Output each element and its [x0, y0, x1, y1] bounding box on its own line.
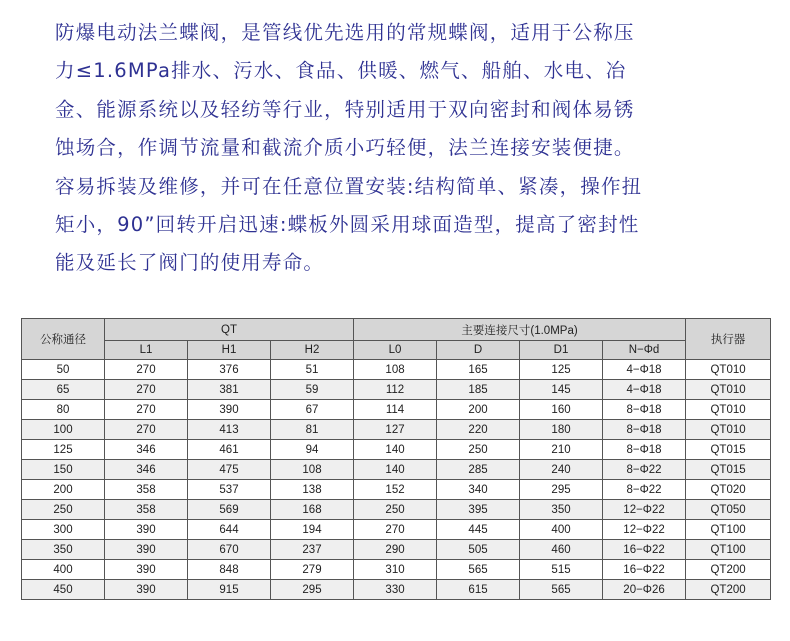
cell-h1: 644 [188, 520, 271, 540]
cell-nominal: 450 [22, 580, 105, 600]
cell-n-phi-d: 20−Φ26 [603, 580, 686, 600]
cell-h2: 59 [271, 380, 354, 400]
header-nominal: 公称通径 [22, 319, 105, 360]
cell-nominal: 400 [22, 560, 105, 580]
cell-n-phi-d: 8−Φ18 [603, 440, 686, 460]
cell-d1: 210 [520, 440, 603, 460]
cell-actuator: QT200 [686, 580, 771, 600]
cell-h1: 381 [188, 380, 271, 400]
header-h2: H2 [271, 341, 354, 360]
cell-h2: 81 [271, 420, 354, 440]
cell-n-phi-d: 4−Φ18 [603, 360, 686, 380]
cell-l0: 112 [354, 380, 437, 400]
cell-d1: 460 [520, 540, 603, 560]
cell-h2: 295 [271, 580, 354, 600]
table-row [22, 520, 771, 540]
cell-l0: 152 [354, 480, 437, 500]
cell-n-phi-d: 8−Φ22 [603, 480, 686, 500]
cell-d1: 565 [520, 580, 603, 600]
cell-l1: 358 [105, 500, 188, 520]
cell-d: 220 [437, 420, 520, 440]
header-row [22, 319, 771, 341]
table-row [22, 440, 771, 460]
cell-h1: 670 [188, 540, 271, 560]
table-row [22, 500, 771, 520]
table-row [22, 560, 771, 580]
cell-n-phi-d: 8−Φ18 [603, 420, 686, 440]
cell-h1: 915 [188, 580, 271, 600]
cell-nominal: 50 [22, 360, 105, 380]
cell-nominal: 250 [22, 500, 105, 520]
cell-l0: 140 [354, 440, 437, 460]
cell-actuator: QT015 [686, 440, 771, 460]
cell-d: 445 [437, 520, 520, 540]
table-row [22, 420, 771, 440]
cell-actuator: QT020 [686, 480, 771, 500]
cell-d: 185 [437, 380, 520, 400]
cell-l1: 390 [105, 540, 188, 560]
table-row [22, 400, 771, 420]
cell-nominal: 100 [22, 420, 105, 440]
cell-h2: 237 [271, 540, 354, 560]
table-row [22, 360, 771, 380]
cell-n-phi-d: 8−Φ22 [603, 460, 686, 480]
cell-d: 340 [437, 480, 520, 500]
subheader-row [22, 341, 771, 360]
cell-nominal: 200 [22, 480, 105, 500]
header-l0: L0 [354, 341, 437, 360]
cell-d1: 240 [520, 460, 603, 480]
cell-actuator: QT010 [686, 420, 771, 440]
cell-h2: 67 [271, 400, 354, 420]
cell-d: 505 [437, 540, 520, 560]
cell-h1: 390 [188, 400, 271, 420]
description-line: 矩小，90”回转开启迅速:蝶板外圆采用球面造型，提高了密封性 [55, 213, 640, 237]
cell-actuator: QT200 [686, 560, 771, 580]
cell-l1: 390 [105, 520, 188, 540]
cell-nominal: 300 [22, 520, 105, 540]
description-line: 防爆电动法兰蝶阀，是管线优先选用的常规蝶阀，适用于公称压 [55, 21, 635, 44]
cell-l1: 270 [105, 380, 188, 400]
header-d: D [437, 341, 520, 360]
cell-l1: 346 [105, 460, 188, 480]
cell-d1: 125 [520, 360, 603, 380]
cell-l0: 127 [354, 420, 437, 440]
cell-h1: 848 [188, 560, 271, 580]
table-row [22, 540, 771, 560]
cell-actuator: QT010 [686, 400, 771, 420]
cell-actuator: QT010 [686, 380, 771, 400]
cell-d: 250 [437, 440, 520, 460]
description-line: 能及延长了阀门的使用寿命。 [55, 251, 325, 275]
header-actuator: 执行器 [686, 319, 771, 360]
cell-nominal: 350 [22, 540, 105, 560]
product-description [55, 14, 755, 283]
cell-h2: 194 [271, 520, 354, 540]
cell-h2: 279 [271, 560, 354, 580]
header-h1: H1 [188, 341, 271, 360]
cell-nominal: 125 [22, 440, 105, 460]
header-l1: L1 [105, 341, 188, 360]
cell-d: 395 [437, 500, 520, 520]
cell-l0: 108 [354, 360, 437, 380]
cell-d: 200 [437, 400, 520, 420]
table-row [22, 580, 771, 600]
table-row [22, 460, 771, 480]
cell-l1: 270 [105, 400, 188, 420]
table-body [22, 360, 771, 600]
cell-nominal: 150 [22, 460, 105, 480]
header-connection: 主要连接尺寸(1.0MPa) [354, 319, 686, 341]
cell-h2: 51 [271, 360, 354, 380]
cell-d1: 145 [520, 380, 603, 400]
cell-l1: 270 [105, 420, 188, 440]
cell-n-phi-d: 4−Φ18 [603, 380, 686, 400]
cell-d: 165 [437, 360, 520, 380]
cell-h1: 475 [188, 460, 271, 480]
cell-d1: 350 [520, 500, 603, 520]
cell-d: 565 [437, 560, 520, 580]
cell-n-phi-d: 16−Φ22 [603, 540, 686, 560]
table-row [22, 380, 771, 400]
cell-l0: 290 [354, 540, 437, 560]
cell-h1: 569 [188, 500, 271, 520]
cell-l0: 250 [354, 500, 437, 520]
cell-n-phi-d: 12−Φ22 [603, 520, 686, 540]
cell-h1: 537 [188, 480, 271, 500]
cell-n-phi-d: 12−Φ22 [603, 500, 686, 520]
cell-nominal: 65 [22, 380, 105, 400]
cell-actuator: QT050 [686, 500, 771, 520]
header-qt: QT [105, 319, 354, 341]
cell-d1: 160 [520, 400, 603, 420]
header-d1: D1 [520, 341, 603, 360]
cell-l0: 114 [354, 400, 437, 420]
cell-d: 615 [437, 580, 520, 600]
cell-l0: 270 [354, 520, 437, 540]
cell-d1: 400 [520, 520, 603, 540]
cell-h1: 413 [188, 420, 271, 440]
cell-l1: 346 [105, 440, 188, 460]
cell-h2: 108 [271, 460, 354, 480]
header-n-phi-d: N−Φd [603, 341, 686, 360]
cell-d1: 515 [520, 560, 603, 580]
spec-table [21, 318, 771, 600]
cell-actuator: QT100 [686, 520, 771, 540]
cell-actuator: QT100 [686, 540, 771, 560]
cell-actuator: QT015 [686, 460, 771, 480]
cell-l0: 140 [354, 460, 437, 480]
cell-h1: 461 [188, 440, 271, 460]
cell-l1: 390 [105, 580, 188, 600]
cell-n-phi-d: 16−Φ22 [603, 560, 686, 580]
description-line: 容易拆装及维修，并可在任意位置安装:结构简单、紧凑，操作扭 [55, 174, 643, 198]
cell-h2: 138 [271, 480, 354, 500]
cell-l0: 330 [354, 580, 437, 600]
cell-d1: 295 [520, 480, 603, 500]
description-line: 力≤1.6MPa排水、污水、食品、供暖、燃气、船舶、水电、冶 [55, 59, 627, 83]
cell-l1: 270 [105, 360, 188, 380]
cell-h1: 376 [188, 360, 271, 380]
cell-l1: 358 [105, 480, 188, 500]
cell-nominal: 80 [22, 400, 105, 420]
cell-d1: 180 [520, 420, 603, 440]
description-line: 蚀场合，作调节流量和截流介质小巧轻便，法兰连接安装便捷。 [55, 136, 635, 160]
cell-actuator: QT010 [686, 360, 771, 380]
cell-d: 285 [437, 460, 520, 480]
description-line: 金、能源系统以及轻纺等行业，特别适用于双向密封和阀体易锈 [55, 97, 635, 121]
cell-l1: 390 [105, 560, 188, 580]
cell-l0: 310 [354, 560, 437, 580]
cell-h2: 168 [271, 500, 354, 520]
table-row [22, 480, 771, 500]
cell-n-phi-d: 8−Φ18 [603, 400, 686, 420]
cell-h2: 94 [271, 440, 354, 460]
